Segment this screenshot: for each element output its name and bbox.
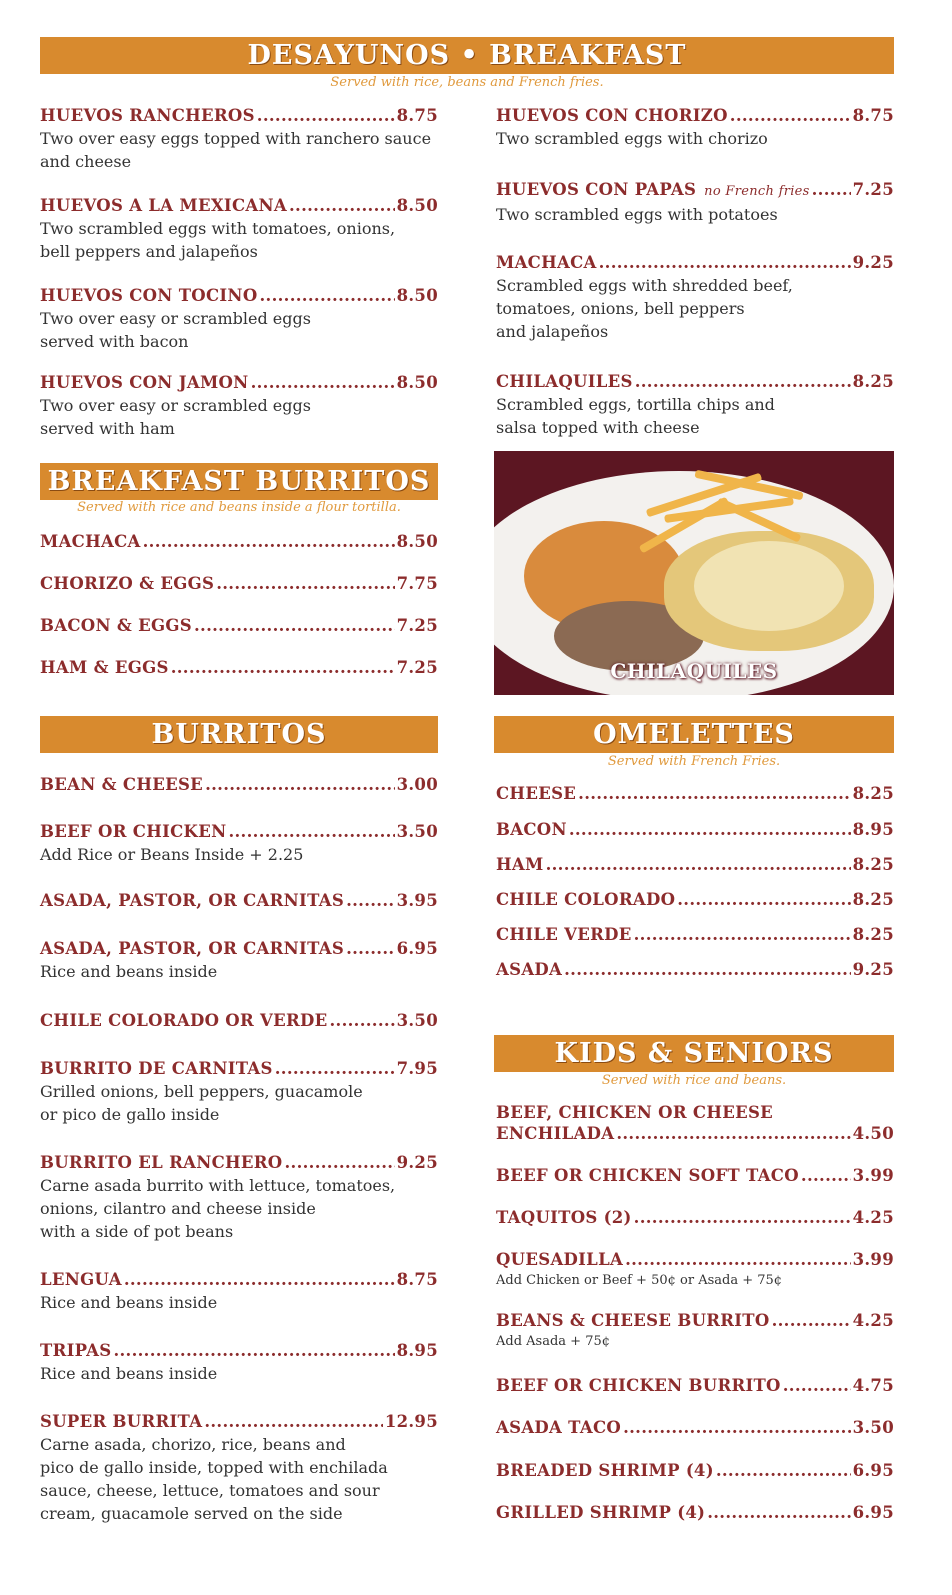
item-name: BEEF OR CHICKEN BURRITO (496, 1376, 781, 1395)
item-price: 7.95 (396, 1059, 438, 1078)
item-name: CHILAQUILES (496, 372, 633, 391)
menu-item (40, 1058, 438, 1126)
item-price: 3.99 (852, 1250, 894, 1269)
item-description: bell peppers and jalapeños (40, 242, 258, 261)
item-price: 8.95 (396, 1341, 438, 1360)
menu-item (496, 1123, 894, 1145)
item-description: Two over easy or scrambled eggs (40, 309, 311, 328)
dot-leader (634, 1207, 851, 1229)
dot-leader (289, 195, 395, 217)
dot-leader (625, 1249, 851, 1271)
dot-leader (801, 1165, 851, 1187)
dot-leader (599, 252, 851, 274)
dot-leader (564, 959, 850, 981)
item-description: Two scrambled eggs with tomatoes, onions, (40, 219, 396, 238)
item-name: BEANS & CHEESE BURRITO (496, 1311, 770, 1330)
item-name: HUEVOS A LA MEXICANA (40, 196, 287, 215)
item-name: CHILE VERDE (496, 925, 632, 944)
item-price: 7.25 (396, 658, 438, 677)
item-name: ASADA (496, 960, 563, 979)
item-description: Grilled onions, bell peppers, guacamole (40, 1082, 363, 1101)
item-name: HUEVOS CON JAMON (40, 373, 249, 392)
menu-item (40, 890, 438, 912)
menu-item (496, 1502, 894, 1524)
menu-item (40, 105, 438, 173)
item-price: 8.25 (852, 372, 894, 391)
dot-leader (251, 372, 395, 394)
dot-leader (330, 1010, 395, 1032)
kids-seniors-subtitle: Served with rice and beans. (601, 1073, 787, 1088)
menu-item (40, 821, 438, 866)
dot-leader (171, 657, 395, 679)
item-price: 6.95 (852, 1503, 894, 1522)
item-price: 12.95 (384, 1412, 438, 1431)
kids-seniors-banner: KIDS & SENIORS (494, 1035, 894, 1072)
menu-item (40, 195, 438, 263)
dot-leader (783, 1375, 851, 1397)
menu-item (496, 105, 894, 150)
item-price: 7.75 (396, 574, 438, 593)
item-name: BACON (496, 820, 567, 839)
photo-caption: CHILAQUILES (610, 659, 778, 683)
menu-item (40, 372, 438, 440)
item-price: 4.50 (852, 1124, 894, 1143)
item-name: BEAN & CHEESE (40, 775, 204, 794)
item-description: and cheese (40, 152, 132, 171)
item-price: 6.95 (852, 1461, 894, 1480)
menu-item (40, 573, 438, 595)
dot-leader (204, 1411, 383, 1433)
item-name: CHORIZO & EGGS (40, 574, 215, 593)
item-description: served with bacon (40, 332, 189, 351)
item-name: BREADED SHRIMP (4) (496, 1461, 714, 1480)
menu-item (496, 1460, 894, 1482)
item-price: 9.25 (852, 960, 894, 979)
dot-leader (716, 1460, 851, 1482)
item-price: 8.75 (396, 1270, 438, 1289)
dot-leader (635, 371, 851, 393)
dot-leader (124, 1269, 395, 1291)
menu-item (40, 285, 438, 353)
dot-leader (569, 819, 851, 841)
dot-leader (275, 1058, 395, 1080)
item-price: 8.50 (396, 196, 438, 215)
dot-leader (113, 1340, 394, 1362)
menu-item (40, 1269, 438, 1314)
item-price: 8.25 (852, 855, 894, 874)
item-price: 4.25 (852, 1208, 894, 1227)
dot-leader (260, 285, 395, 307)
breakfast-burritos-subtitle: Served with rice and beans inside a flour tortilla. (77, 500, 401, 515)
item-name: HUEVOS CON TOCINO (40, 286, 258, 305)
item-name: BEEF OR CHICKEN SOFT TACO (496, 1166, 799, 1185)
menu-item (496, 1249, 894, 1291)
item-price: 8.95 (852, 820, 894, 839)
item-description: onions, cilantro and cheese inside (40, 1199, 316, 1218)
dot-leader (546, 854, 851, 876)
item-name: HAM & EGGS (40, 658, 169, 677)
item-name: CHEESE (496, 784, 577, 803)
item-name: ENCHILADA (496, 1124, 615, 1143)
item-description: Rice and beans inside (40, 1293, 218, 1312)
menu-item (40, 1010, 438, 1032)
menu-item (496, 179, 894, 226)
menu-item (496, 1207, 894, 1229)
item-price: 8.50 (396, 286, 438, 305)
item-price: 4.75 (852, 1376, 894, 1395)
menu-item (496, 854, 894, 876)
menu-item (496, 819, 894, 841)
dot-leader (346, 890, 395, 912)
item-price: 8.75 (852, 106, 894, 125)
item-description: sauce, cheese, lettuce, tomatoes and sour (40, 1481, 380, 1500)
item-description: Rice and beans inside (40, 1364, 218, 1383)
dot-leader (194, 615, 395, 637)
item-description: salsa topped with cheese (496, 418, 700, 437)
item-description: served with ham (40, 419, 175, 438)
item-price: 8.25 (852, 925, 894, 944)
item-price: 8.25 (852, 890, 894, 909)
dot-leader (578, 783, 850, 805)
item-description: Two scrambled eggs with chorizo (496, 129, 768, 148)
menu-item (496, 1417, 894, 1439)
item-name: LENGUA (40, 1270, 122, 1289)
item-description: pico de gallo inside, topped with enchilada (40, 1458, 388, 1477)
item-name: HUEVOS CON CHORIZO (496, 106, 728, 125)
item-price: 3.50 (396, 1011, 438, 1030)
item-description: Rice and beans inside (40, 962, 218, 981)
breakfast-burritos-banner: BREAKFAST BURRITOS (40, 463, 438, 500)
item-price: 9.25 (396, 1153, 438, 1172)
dot-leader (634, 924, 851, 946)
item-price: 9.25 (852, 253, 894, 272)
dot-leader (812, 179, 851, 201)
dot-leader (616, 1123, 850, 1145)
dot-leader (707, 1502, 850, 1524)
item-description: Add Chicken or Beef + 50¢ or Asada + 75¢ (496, 1273, 783, 1288)
item-name: QUESADILLA (496, 1250, 624, 1269)
item-name: TRIPAS (40, 1341, 112, 1360)
item-description: Two scrambled eggs with potatoes (496, 205, 778, 224)
burritos-banner: BURRITOS (40, 716, 438, 753)
item-description: cream, guacamole served on the side (40, 1504, 343, 1523)
item-name: ASADA TACO (496, 1418, 622, 1437)
item-price: 3.50 (852, 1418, 894, 1437)
item-name: SUPER BURRITA (40, 1412, 203, 1431)
menu-item (496, 1375, 894, 1397)
item-name: BURRITO EL RANCHERO (40, 1153, 283, 1172)
item-price: 3.00 (396, 775, 438, 794)
dot-leader (772, 1310, 851, 1332)
menu-item (40, 1152, 438, 1243)
item-price: 4.25 (852, 1311, 894, 1330)
breakfast-subtitle: Served with rice, beans and French fries. (330, 75, 604, 90)
dot-leader (257, 105, 395, 127)
item-note: no French fries (704, 184, 810, 199)
menu-item (40, 657, 438, 679)
item-name: ASADA, PASTOR, OR CARNITAS (40, 939, 345, 958)
item-price: 3.95 (396, 891, 438, 910)
menu-item (40, 1340, 438, 1385)
item-name: TAQUITOS (2) (496, 1208, 632, 1227)
dot-leader (730, 105, 851, 127)
item-name: HAM (496, 855, 544, 874)
item-description: Carne asada, chorizo, rice, beans and (40, 1435, 346, 1454)
dot-leader (284, 1152, 394, 1174)
item-name: HUEVOS RANCHEROS (40, 106, 255, 125)
item-price: 6.95 (396, 939, 438, 958)
dot-leader (216, 573, 394, 595)
item-description: Scrambled eggs with shredded beef, (496, 276, 793, 295)
item-description: Add Rice or Beans Inside + 2.25 (40, 845, 304, 864)
item-name: BACON & EGGS (40, 616, 192, 635)
item-price: 8.50 (396, 373, 438, 392)
item-price: 7.25 (852, 180, 894, 199)
menu-item (40, 1411, 438, 1525)
item-name: MACHACA (496, 253, 597, 272)
chilaquiles-photo (494, 451, 894, 695)
omelettes-subtitle: Served with French Fries. (607, 754, 781, 769)
breakfast-banner: DESAYUNOS • BREAKFAST (40, 37, 894, 74)
item-description: Add Asada + 75¢ (496, 1334, 611, 1349)
item-name: BEEF OR CHICKEN (40, 822, 227, 841)
item-price: 8.75 (396, 106, 438, 125)
item-price: 8.50 (396, 532, 438, 551)
item-price: 7.25 (396, 616, 438, 635)
menu-item (496, 1165, 894, 1187)
item-description: or pico de gallo inside (40, 1105, 220, 1124)
item-price: 3.99 (852, 1166, 894, 1185)
item-description: Carne asada burrito with lettuce, tomatoes, (40, 1176, 396, 1195)
item-description: Scrambled eggs, tortilla chips and (496, 395, 775, 414)
kids-first-line: BEEF, CHICKEN OR CHEESE (496, 1103, 774, 1122)
item-price: 8.25 (852, 784, 894, 803)
menu-item (40, 774, 438, 796)
item-description: tomatoes, onions, bell peppers (496, 299, 745, 318)
item-name: ASADA, PASTOR, OR CARNITAS (40, 891, 345, 910)
item-name: HUEVOS CON PAPAS (496, 180, 697, 199)
menu-item (496, 924, 894, 946)
dot-leader (623, 1417, 851, 1439)
item-name: GRILLED SHRIMP (4) (496, 1503, 706, 1522)
dot-leader (205, 774, 395, 796)
dot-leader (346, 938, 395, 960)
menu-item (496, 889, 894, 911)
item-name: CHILE COLORADO OR VERDE (40, 1011, 328, 1030)
omelettes-banner: OMELETTES (494, 716, 894, 753)
item-description: Two over easy eggs topped with ranchero sauce (40, 129, 432, 148)
menu-item (496, 1310, 894, 1352)
item-name: CHILE COLORADO (496, 890, 676, 909)
item-name: BURRITO DE CARNITAS (40, 1059, 273, 1078)
item-price: 3.50 (396, 822, 438, 841)
item-description: and jalapeños (496, 322, 609, 341)
menu-item (496, 371, 894, 439)
menu-item (40, 615, 438, 637)
menu-item (496, 959, 894, 981)
dot-leader (143, 531, 395, 553)
menu-item (496, 783, 894, 805)
menu-item (40, 938, 438, 983)
item-description: Two over easy or scrambled eggs (40, 396, 311, 415)
dot-leader (228, 821, 394, 843)
dot-leader (677, 889, 850, 911)
item-name: MACHACA (40, 532, 141, 551)
menu-item (496, 252, 894, 343)
menu-item (40, 531, 438, 553)
item-description: with a side of pot beans (40, 1222, 234, 1241)
